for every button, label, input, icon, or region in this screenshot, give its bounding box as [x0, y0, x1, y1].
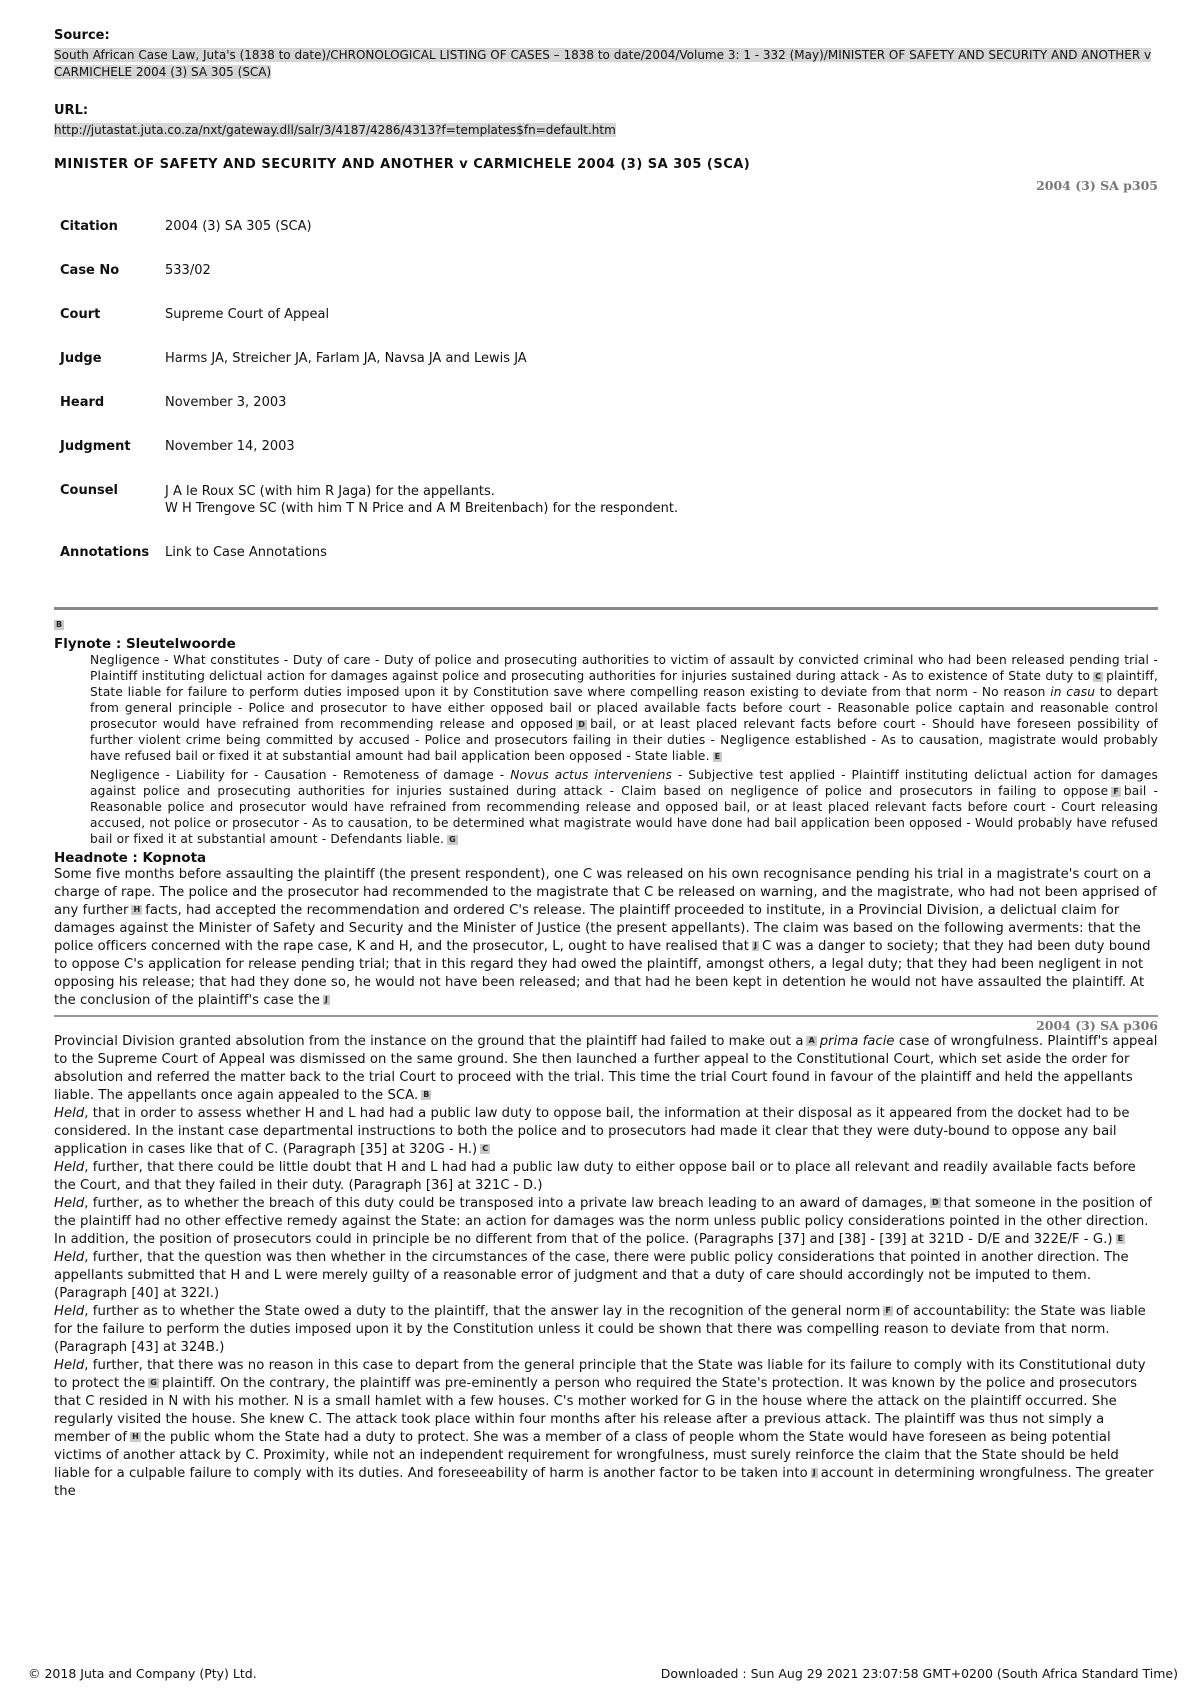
meta-row: Citation 2004 (3) SA 305 (SCA) — [60, 219, 312, 234]
held-paragraph: Held, further, that there was no reason in this case to depart from the general principle that the State was liable for its failure to comply with its Constitutional duty to protect the G plaintiff. On the contrary, the plaintiff was pre-eminently a person who required the State's protection. It was known by the police and prosecutors that C resided in N with his mother. N is a small hamlet with a few houses. C's mother worked for G in the house where the attack on the plaintiff occurred. She regularly visited the house. She knew C. The attack took place within four months after his release after a previous attack. The plaintiff was thus not simply a member of H the public whom the State had a duty to protect. She was a member of a class of people whom the State would have foreseen as being potential victims of another attack by C. Proximity, while not an independent requirement for wrongfulness, must surely reinforce the claim that the State should be held liable for a culpable failure to comply with its duties. And foreseeability of harm is another factor to be taken into J account in determining wrongfulness. The greater the — [54, 1358, 1154, 1499]
document-page — [54, 28, 1158, 1501]
source-label: Source: — [54, 28, 110, 43]
case-metadata-table — [60, 219, 678, 589]
flynote-paragraph: Negligence - Liability for - Causation - Remoteness of damage - Novus actus interveniens - Subjective test applied - Plaintiff instituting delictual action for damages against police and prosecuting authorities for injuries sustained during attack - Claim based on negligence of police and prosecutors in failing to oppose F bail - Reasonable police and prosecutor would have refrained from recommending release and opposed bail, or at least placed relevant facts before court - Court releasing accused, not police or prosecutor - As to causation, to be determined what magistrate would have done had bail application been opposed - Would probably have refused bail or fixed it at substantial amount - Defendants liable. G — [90, 768, 1159, 846]
headnote-heading: Headnote : Kopnota — [54, 850, 207, 866]
flynote-heading: Flynote : Sleutelwoorde — [54, 636, 236, 652]
margin-letter: D — [931, 1198, 939, 1207]
margin-letter: F — [1113, 786, 1119, 796]
margin-letter: A — [808, 1036, 815, 1045]
headnote-continued — [54, 1033, 1158, 1501]
held-paragraph: Held, that in order to assess whether H and L had had a public law duty to oppose bail, the information at their disposal as it appeared from the docket had to be considered. In the instant case departmental instructions to both the police and to prosecutors had made it clear that they were duty-bound to oppose any bail application in cases like that of C. (Paragraph [35] at 320G - H.) C — [54, 1106, 1130, 1157]
headnote-paragraph: Provincial Division granted absolution from the instance on the ground that the plaintiff had failed to make out a A prima facie case of wrongfulness. Plaintiff's appeal to the Supreme Court of Appeal was dismissed on the same ground. She then launched a further appeal to the Constitutional Court, which set aside the order for absolution and referred the matter back to the trial Court to proceed with the trial. This time the trial Court found in favour of the plaintiff and held the appellants liable. The appellants once again appealed to the SCA. B — [54, 1034, 1158, 1103]
flynote-paragraph: Negligence - What constitutes - Duty of care - Duty of police and prosecuting authorities to victim of assault by convicted criminal who had been released pending trial - Plaintiff instituting delictual action for damages against police and prosecuting authorities for injuries sustained during attack - As to existence of State duty to C plaintiff, State liable for failure to perform duties imposed upon it by Constitution save where compelling reason existing to deviate from that norm - No reason in casu to depart from general principle - Police and prosecutor to have either opposed bail or placed available facts before court - Reasonable police captain and reasonable control prosecutor would have refrained from recommending release and opposed D bail, or at least placed relevant facts before court - Should have foreseen possibility of further violent crime being committed by accused - Police and prosecutors failing in their duties - Negligence established - As to causation, magistrate would probably have refused bail or fixed it at substantial amount had bail application been opposed - State liable. E — [90, 653, 1159, 763]
meta-row: Judge Harms JA, Streicher JA, Farlam JA, Navsa JA and Lewis JA — [60, 351, 527, 366]
margin-letter: J — [812, 1468, 816, 1477]
headnote-paragraph: Some five months before assaulting the plaintiff (the present respondent), one C was released on his own recognisance pending his trial in a magistrate's court on a charge of rape. The police and the prosecutor had recommended to the magistrate that C be released on warning, and the magistrate, who had not been apprised of any further H facts, had accepted the recommendation and ordered C's release. The plaintiff proceeded to institute, in a Provincial Division, a delictual claim for damages against the Minister of Safety and Security and the Minister of Justice (the present appellants). The claim was based on the following averments: that the police officers concerned with the rape case, K and H, and the prosecutor, L, ought to have realised that J C was a danger to society; that they had been duty bound to oppose C's application for release pending trial; that in this regard they had owed the plaintiff, amongst others, a legal duty; that they had been negligent in not opposing his release; that had they done so, he would not have been released; and that had he been kept in detention he would not have assaulted the plaintiff. At the conclusion of the plaintiff's case the J — [54, 867, 1157, 1008]
margin-letter: G — [150, 1378, 157, 1387]
counsel-line: J A le Roux SC (with him R Jaga) for the appellants. — [165, 484, 495, 499]
margin-letter: G — [449, 834, 456, 844]
source-url-link[interactable]: http://jutastat.juta.co.za/nxt/gateway.dll/salr/3/4187/4286/4313?f=templates$fn=default.htm — [54, 123, 616, 137]
page-reference: 2004 (3) SA p306 — [1036, 1018, 1158, 1033]
download-timestamp: Downloaded : Sun Aug 29 2021 23:07:58 GMT+0200 (South Africa Standard Time) — [660, 1666, 1178, 1681]
margin-letter: E — [714, 751, 721, 761]
margin-letter: D — [578, 719, 586, 729]
margin-letter: E — [1117, 1234, 1124, 1243]
headnote — [54, 866, 1158, 1010]
margin-letter: C — [482, 1144, 489, 1153]
held-paragraph: Held, further, that the question was then whether in the circumstances of the case, there were public policy considerations that pointed in another direction. The appellants submitted that H and L were merely guilty of a reasonable error of judgment and that a duty of care should accordingly not be imputed to them. (Paragraph [40] at 322I.) — [54, 1250, 1129, 1301]
case-title: MINISTER OF SAFETY AND SECURITY AND ANOTHER v CARMICHELE 2004 (3) SA 305 (SCA) — [54, 157, 751, 172]
held-paragraph: Held, further as to whether the State owed a duty to the plaintiff, that the answer lay in the recognition of the general norm F of accountability: the State was liable for the failure to perform the duties imposed upon it by the Constitution unless it could be shown that there was compelling reason to deviate from that norm. (Paragraph [43] at 324B.) — [54, 1304, 1146, 1355]
case-annotations-link[interactable]: Link to Case Annotations — [165, 545, 327, 560]
margin-letter: F — [885, 1306, 891, 1315]
margin-letter: H — [133, 905, 141, 914]
margin-letter: H — [132, 1432, 139, 1441]
margin-letter: B — [423, 1090, 430, 1099]
copyright-footer: © 2018 Juta and Company (Pty) Ltd. — [28, 1666, 257, 1681]
page-reference: 2004 (3) SA p305 — [1036, 178, 1158, 193]
meta-row: Court Supreme Court of Appeal — [60, 307, 330, 322]
source-path: South African Case Law, Juta's (1838 to date)/CHRONOLOGICAL LISTING OF CASES – 1838 to date/2004/Volume 3: 1 - 332 (May)/MINISTER OF SAFETY AND SECURITY AND ANOTHER v CARMICHELE 2004 (3) SA 305 (SCA) — [54, 48, 1152, 79]
margin-letter: C — [1095, 671, 1102, 681]
margin-letter: J — [324, 995, 328, 1004]
meta-row: Annotations Link to Case Annotations — [60, 545, 327, 560]
meta-row: Heard November 3, 2003 — [60, 395, 287, 410]
held-paragraph: Held, further, as to whether the breach of this duty could be transposed into a private law breach leading to an award of damages, D that someone in the position of the plaintiff had no other effective remedy against the State: an action for damages was the norm unless public policy considerations pointed in the other direction. In addition, the position of prosecutors could in principle be no different from that of the police. (Paragraphs [37] and [38] - [39] at 321D - D/E and 322E/F - G.) E — [54, 1196, 1152, 1247]
page-divider — [54, 1015, 1158, 1017]
meta-row: Judgment November 14, 2003 — [60, 439, 295, 454]
url-label: URL: — [54, 103, 89, 118]
margin-letter: J — [753, 941, 758, 950]
counsel-line: W H Trengove SC (with him T N Price and A M Breitenbach) for the respondent. — [165, 501, 679, 516]
meta-row: Counsel J A le Roux SC (with him R Jaga) for the appellants. W H Trengove SC (with him T N Price and A M Breitenbach) for the respondent. — [60, 483, 679, 516]
flynote — [90, 652, 1158, 847]
held-paragraph: Held, further, that there could be little doubt that H and L had had a public law duty to either oppose bail or to place all relevant and readily available facts before the Court, and that they failed in their duty. (Paragraph [36] at 321C - D.) — [54, 1160, 1136, 1193]
margin-letter: B — [56, 619, 63, 629]
meta-row: Case No 533/02 — [60, 263, 211, 278]
section-divider — [54, 607, 1158, 610]
